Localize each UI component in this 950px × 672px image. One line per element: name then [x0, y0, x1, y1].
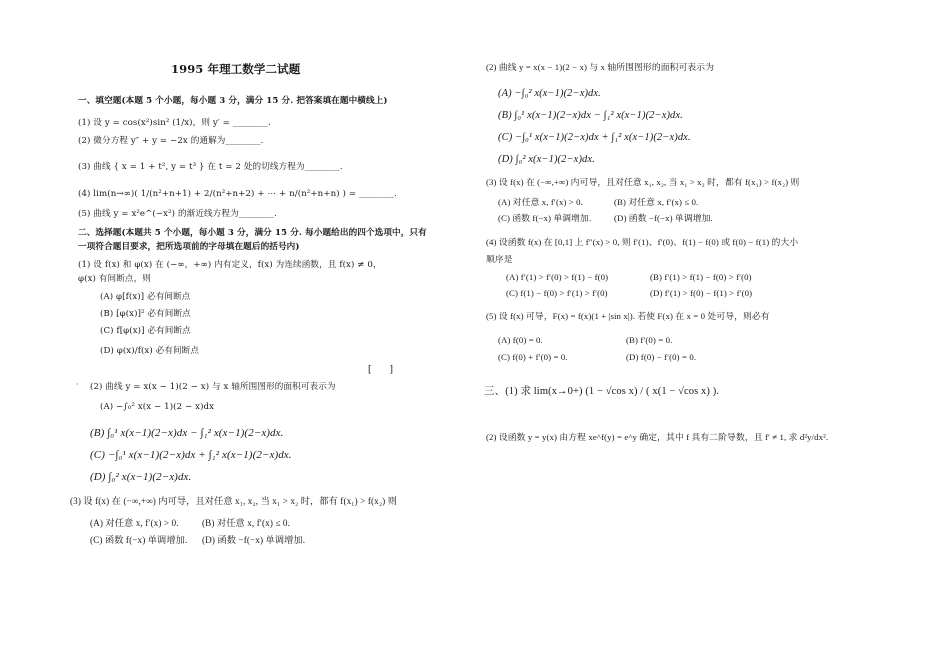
- r-q3-b: (B) 对任意 x, f′(x) ≤ 0.: [614, 197, 699, 207]
- fill-q3: (3) 曲线 { x = 1 + t², y = t³ } 在 t = 2 处的切线方程为________.: [78, 162, 343, 172]
- r-q3-c: (C) 函数 f(−x) 单调增加.: [498, 213, 592, 223]
- choice-heading: 二、选择题(本题共 5 个小题，每小题 3 分，满分 15 分. 每小题给出的四个选项中，只有: [78, 228, 427, 238]
- r-q4-b: (B) f′(1) > f(1) − f(0) > f′(0): [650, 272, 752, 282]
- choice-q1-a: (A) φ[f(x)] 必有间断点: [100, 292, 191, 302]
- choice-q1-cont: φ(x) 有间断点，则: [78, 274, 151, 284]
- r-q5-a: (A) f(0) = 0.: [498, 335, 543, 345]
- choice-q1-b: (B) [φ(x)]² 必有间断点: [100, 309, 191, 319]
- r-q5: (5) 设 f(x) 可导，F(x) = f(x)(1 + |sin x|). 若使 F(x) 在 x = 0 处可导，则必有: [486, 311, 770, 321]
- choice-q2-b: (B) ∫₀¹ x(x−1)(2−x)dx − ∫₁² x(x−1)(2−x)dx.: [90, 427, 284, 439]
- choice-q2-c: (C) −∫₀¹ x(x−1)(2−x)dx + ∫₁² x(x−1)(2−x)dx.: [90, 449, 292, 461]
- fill-q1: (1) 设 y = cos(x²)sin² (1/x)，则 y′ = ________.: [78, 118, 271, 128]
- r-q3-a: (A) 对任意 x, f′(x) > 0.: [498, 197, 583, 207]
- r-q4-cont: 顺序是: [486, 254, 513, 264]
- choice-q3: (3) 设 f(x) 在 (−∞,+∞) 内可导，且对任意 x₁, x₂, 当 x₁ > x₂ 时，都有 f(x₁) > f(x₂) 则: [70, 496, 398, 506]
- r-q4-c: (C) f(1) − f(0) > f′(1) > f′(0): [506, 288, 608, 298]
- choice-q3-b: (B) 对任意 x, f′(x) ≤ 0.: [202, 518, 290, 528]
- fill-q4: (4) lim(n→∞)( 1/(n²+n+1) + 2/(n²+n+2) + ⋯ + n/(n²+n+n) ) = ________.: [78, 189, 397, 199]
- choice-q2: (2) 曲线 y = x(x − 1)(2 − x) 与 x 轴所围图形的面积可表示为: [90, 382, 336, 392]
- r-q4-d: (D) f′(1) > f(0) − f(1) > f′(0): [650, 288, 753, 298]
- r-q2-d: (D) ∫₀² x(x−1)(2−x)dx.: [498, 154, 595, 165]
- r-q3-d: (D) 函数 −f(−x) 单调增加.: [614, 213, 713, 223]
- exam-title: 1995 年理工数学二试题: [171, 62, 301, 76]
- exam-page: 1995 年理工数学二试题 一、填空题(本题 5 个小题，每小题 3 分，满分 15 分. 把答案填在题中横线上) (1) 设 y = cos(x²)sin² (1/x)，则 y′ = ________. (2) 微分方程 y″ + y = −2x 的通解为________. (3) 曲线 { x = 1 + t², y = t³ } 在 t = 2 处的切线方程为________. (4) lim(n→∞)( 1/(n²+n+1) + 2/(n²+n+2) + ⋯ + n/(n²+n+n) ) = ________. (5) 曲线 y = x²e^(−x²) 的渐近线方程为________. 二、选择题(本题共 5 个小题，每小题 3 分，满分 15 分. 每小题给出的四个选项中，只有 一项符合题目要求，把所选项前的字母填在题后的括号内) (1) 设 f(x) 和 φ(x) 在 (−∞，+∞) 内有定义，f(x) 为连续函数，且 f(x) ≠ 0， φ(x) 有间断点，则 (A) φ[f(x)] 必有间断点 (B) [φ(x)]² 必有间断点 (C) f[φ(x)] 必有间断点 (D) φ(x)/f(x) 必有间断点 [ ] · (2) 曲线 y = x(x − 1)(2 − x) 与 x 轴所围图形的面积可表示为 (A) −∫₀² x(x − 1)(2 − x)dx (B) ∫₀¹ x(x−1)(2−x)dx − ∫₁² x(x−1)(2−x)dx. (C) −∫₀¹ x(x−1)(2−x)dx + ∫₁² x(x−1)(2−x)dx. (D) ∫₀² x(x−1)(2−x)dx. (3) 设 f(x) 在 (−∞,+∞) 内可导，且对任意 x₁, x₂, 当 x₁ > x₂ 时，都有 f(x₁) > f(x₂) 则 (A) 对任意 x, f′(x) > 0. (B) 对任意 x, f′(x) ≤ 0. (C) 函数 f(−x) 单调增加. (D) 函数 −f(−x) 单调增加. (2) 曲线 y = x(x − 1)(2 − x) 与 x 轴所围图形的面积可表示为 (A) −∫₀² x(x−1)(2−x)dx. (B) ∫₀¹ x(x−1)(2−x)dx − ∫₁² x(x−1)(2−x)dx. (C) −∫₀¹ x(x−1)(2−x)dx + ∫₁² x(x−1)(2−x)dx. (D) ∫₀² x(x−1)(2−x)dx. (3) 设 f(x) 在 (−∞,+∞) 内可导，且对任意 x₁, x₂, 当 x₁ > x₂ 时，都有 f(x₁) > f(x₂) 则 (A) 对任意 x, f′(x) > 0. (B) 对任意 x, f′(x) ≤ 0. (C) 函数 f(−x) 单调增加. (D) 函数 −f(−x) 单调增加. (4) 设函数 f(x) 在 [0,1] 上 f″(x) > 0, 则 f′(1)、f′(0)、f(1) − f(0) 或 f(0) − f(1) 的大小 顺序是 (A) f′(1) > f′(0) > f(1) − f(0) (B) f′(1) > f(1) − f(0) > f′(0) (C) f(1) − f(0) > f′(1) > f′(0) (D) f′(1) > f(0) − f(1) > f′(0) (5) 设 f(x) 可导，F(x) = f(x)(1 + |sin x|). 若使 F(x) 在 x = 0 处可导，则必有 (A) f(0) = 0. (B) f′(0) = 0. (C) f(0) + f′(0) = 0. (D) f(0) − f′(0) = 0. 三、(1) 求 lim(x→0+) (1 − √cos x) / ( x(1 − √cos x) ). (2) 设函数 y = y(x) 由方程 xe^f(y) = e^y 确定，其中 f 具有二阶导数，且 f′ ≠ 1, 求 d²y/dx².: [70, 62, 829, 545]
- answer-bracket: [ ]: [368, 365, 394, 375]
- r-q2-b: (B) ∫₀¹ x(x−1)(2−x)dx − ∫₁² x(x−1)(2−x)dx.: [498, 110, 683, 121]
- choice-q1-d: (D) φ(x)/f(x) 必有间断点: [100, 346, 200, 356]
- r-q5-c: (C) f(0) + f′(0) = 0.: [498, 352, 568, 362]
- r-q2-c: (C) −∫₀¹ x(x−1)(2−x)dx + ∫₁² x(x−1)(2−x)dx.: [498, 132, 691, 143]
- r-q4: (4) 设函数 f(x) 在 [0,1] 上 f″(x) > 0, 则 f′(1)、f′(0)、f(1) − f(0) 或 f(0) − f(1) 的大小: [486, 237, 799, 247]
- fill-q2: (2) 微分方程 y″ + y = −2x 的通解为________.: [78, 136, 264, 146]
- r-q3: (3) 设 f(x) 在 (−∞,+∞) 内可导，且对任意 x₁, x₂, 当 x₁ > x₂ 时，都有 f(x₁) > f(x₂) 则: [486, 177, 800, 187]
- r-q2: (2) 曲线 y = x(x − 1)(2 − x) 与 x 轴所围图形的面积可表示为: [486, 62, 715, 72]
- r-q5-b: (B) f′(0) = 0.: [626, 335, 673, 345]
- r-q4-a: (A) f′(1) > f′(0) > f(1) − f(0): [506, 272, 609, 282]
- choice-q3-c: (C) 函数 f(−x) 单调增加.: [90, 535, 188, 545]
- choice-q3-d: (D) 函数 −f(−x) 单调增加.: [202, 535, 306, 545]
- r-part3-q1: 三、(1) 求 lim(x→0+) (1 − √cos x) / ( x(1 − √cos x) ).: [484, 386, 720, 397]
- choice-q2-d: (D) ∫₀² x(x−1)(2−x)dx.: [90, 471, 192, 483]
- choice-q1: (1) 设 f(x) 和 φ(x) 在 (−∞，+∞) 内有定义，f(x) 为连续函数，且 f(x) ≠ 0，: [78, 260, 382, 270]
- fill-in-heading: 一、填空题(本题 5 个小题，每小题 3 分，满分 15 分. 把答案填在题中横线上): [78, 96, 388, 106]
- fill-q5: (5) 曲线 y = x²e^(−x²) 的渐近线方程为________.: [78, 209, 277, 219]
- r-q2-a: (A) −∫₀² x(x−1)(2−x)dx.: [498, 88, 601, 99]
- choice-q1-c: (C) f[φ(x)] 必有间断点: [100, 326, 191, 336]
- r-part3-q2: (2) 设函数 y = y(x) 由方程 xe^f(y) = e^y 确定，其中 f 具有二阶导数，且 f′ ≠ 1, 求 d²y/dx².: [486, 432, 829, 442]
- choice-q3-a: (A) 对任意 x, f′(x) > 0.: [90, 518, 179, 528]
- choice-q2-a: (A) −∫₀² x(x − 1)(2 − x)dx: [100, 402, 215, 412]
- choice-heading-cont: 一项符合题目要求，把所选项前的字母填在题后的括号内): [78, 242, 300, 252]
- r-q5-d: (D) f(0) − f′(0) = 0.: [626, 352, 697, 362]
